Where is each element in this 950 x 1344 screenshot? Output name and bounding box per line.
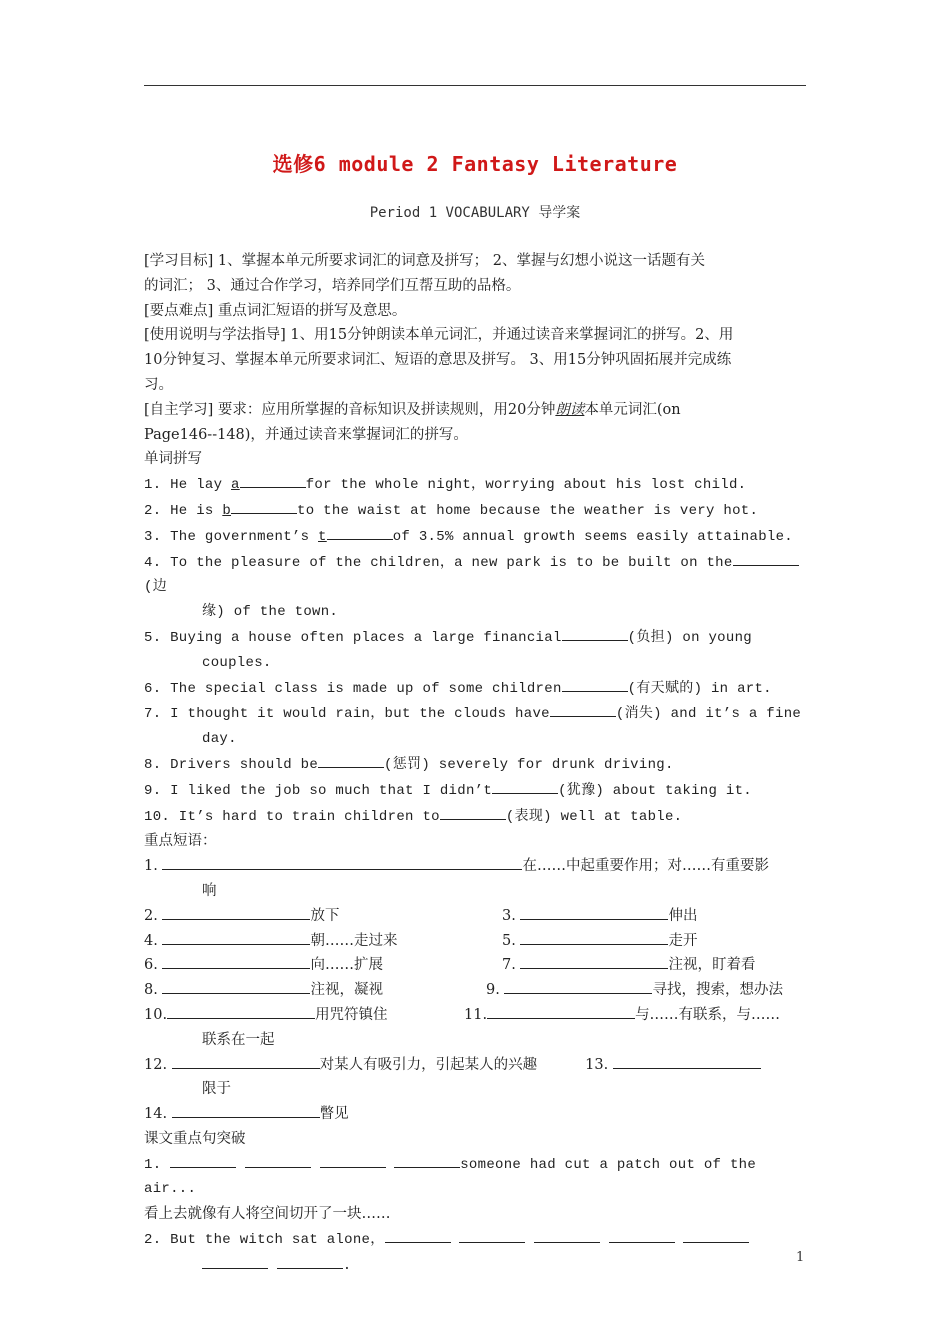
answer-blank[interactable] — [534, 1227, 600, 1243]
spelling-item-9 — [144, 778, 808, 804]
page-subtitle: Period 1 VOCABULARY 导学案 — [369, 205, 581, 221]
hint-letter: t — [318, 528, 327, 545]
phrase-11 — [464, 1003, 808, 1028]
sentence-1-translation: 看上去就像有人将空间切开了一块…… — [144, 1206, 391, 1223]
answer-blank[interactable] — [492, 778, 558, 794]
answer-blank[interactable] — [240, 472, 306, 488]
phrase-1 — [144, 854, 808, 879]
self-study-text-end: 本单元词汇(on — [584, 401, 681, 418]
item-text: of 3.5% annual growth seems easily attainable. — [392, 528, 793, 545]
phrase-number: 5. — [502, 932, 516, 949]
phrase-13-cont: 限于 — [202, 1081, 231, 1098]
answer-blank[interactable] — [609, 1227, 675, 1243]
answer-blank[interactable] — [318, 752, 384, 768]
hint-letter: b — [222, 502, 232, 519]
phrase-meaning: 伸出 — [668, 907, 698, 924]
goals-line-2: 的词汇； 3、通过合作学习，培养同学们互帮互助的品格。 — [144, 277, 521, 294]
answer-blank[interactable] — [162, 929, 310, 945]
self-study-text: [自主学习] 要求：应用所掌握的音标知识及拼读规则，用20分钟 — [144, 401, 556, 418]
answer-blank[interactable] — [202, 1253, 268, 1269]
phrase-3 — [502, 904, 808, 929]
item-text: 4. To the pleasure of the children，a new park is to be built on the — [144, 554, 733, 571]
item-text: (消失) and it’s a fine — [615, 706, 802, 723]
phrase-meaning: 用咒符镇住 — [315, 1006, 388, 1023]
item-text: 6. The special class is made up of some children — [144, 680, 562, 697]
phrase-meaning: 在……中起重要作用；对……有重要影 — [522, 858, 769, 875]
answer-blank[interactable] — [162, 953, 310, 969]
sentence-number: 1. — [144, 1156, 162, 1173]
phrase-4 — [144, 929, 502, 954]
sentence-2-cont — [144, 1253, 808, 1279]
phrase-row-6-7 — [144, 953, 808, 978]
answer-blank[interactable] — [162, 854, 522, 870]
spelling-item-10 — [144, 804, 808, 830]
phrase-number: 9. — [486, 982, 500, 999]
spelling-item-6 — [144, 676, 808, 702]
item-text: 8. Drivers should be — [144, 756, 319, 773]
answer-blank[interactable] — [520, 953, 668, 969]
spelling-item-5 — [144, 625, 808, 651]
answer-blank[interactable] — [172, 1053, 320, 1069]
answer-blank[interactable] — [733, 550, 799, 566]
answer-blank[interactable] — [520, 904, 668, 920]
phrase-number: 13. — [585, 1056, 609, 1073]
phrase-meaning: 放下 — [310, 907, 340, 924]
item-text: (表现) well at table. — [505, 808, 683, 825]
answer-blank[interactable] — [459, 1227, 525, 1243]
phrase-meaning: 朝……走过来 — [310, 932, 398, 949]
phrase-meaning: 走开 — [668, 932, 698, 949]
self-study-line-1 — [144, 398, 808, 423]
phrase-7 — [502, 953, 808, 978]
answer-blank[interactable] — [162, 904, 310, 920]
phrase-13 — [585, 1053, 761, 1078]
answer-blank[interactable] — [504, 978, 652, 994]
phrase-number: 10. — [144, 1006, 168, 1023]
phrase-meaning: 注视，凝视 — [310, 982, 383, 999]
answer-blank[interactable] — [277, 1253, 343, 1269]
answer-blank[interactable] — [440, 804, 506, 820]
answer-blank[interactable] — [170, 1152, 236, 1168]
sentence-text: someone had cut a patch out of the air... — [144, 1156, 757, 1198]
phrase-row-12-13 — [144, 1053, 808, 1078]
item-text: (犹豫) about taking it. — [558, 782, 752, 799]
answer-blank[interactable] — [683, 1227, 749, 1243]
phrase-number: 7. — [502, 957, 516, 974]
sentence-end: . — [342, 1257, 352, 1274]
item-text: 7. I thought it would rain，but the clouds have — [144, 706, 550, 723]
phrase-meaning: 对某人有吸引力，引起某人的兴趣 — [319, 1056, 538, 1073]
answer-blank[interactable] — [520, 929, 668, 945]
answer-blank[interactable] — [327, 524, 393, 540]
spelling-item-7 — [144, 701, 808, 727]
answer-blank[interactable] — [167, 1003, 315, 1019]
answer-blank[interactable] — [613, 1053, 761, 1069]
item-text: 1. He lay — [144, 477, 232, 494]
phrase-5 — [502, 929, 808, 954]
phrase-meaning: 注视，盯着看 — [668, 957, 756, 974]
phrase-6 — [144, 953, 502, 978]
item-text: (惩罚) severely for drunk driving. — [384, 756, 674, 773]
key-points: [要点难点] 重点词汇短语的拼写及意思。 — [144, 302, 407, 319]
phrase-meaning: 向……扩展 — [310, 957, 383, 974]
item-text: (负担) on young — [627, 629, 752, 646]
answer-blank[interactable] — [320, 1152, 386, 1168]
item-text: 10. It’s hard to train children to — [144, 808, 440, 825]
answer-blank[interactable] — [562, 625, 628, 641]
phrase-meaning: 瞥见 — [319, 1106, 349, 1123]
phrase-1-cont: 响 — [202, 882, 217, 899]
sentence-text: 2. But the witch sat alone， — [144, 1232, 385, 1249]
spelling-item-8 — [144, 752, 808, 778]
item-text: (有天赋的) in art. — [627, 680, 772, 697]
phrase-row-8-9 — [144, 978, 808, 1003]
spelling-item-4-cont: 缘) of the town. — [202, 604, 339, 621]
answer-blank[interactable] — [550, 701, 616, 717]
spelling-item-5-cont: couples. — [202, 654, 272, 671]
phrase-number: 3. — [502, 907, 516, 924]
usage-line-3: 习。 — [144, 376, 173, 393]
phrase-number: 1. — [144, 858, 158, 875]
phrase-row-4-5 — [144, 929, 808, 954]
self-study-line-2: Page146--148)，并通过读音来掌握词汇的拼写。 — [144, 426, 468, 443]
item-text: 5. Buying a house often places a large financial — [144, 629, 562, 646]
phrase-14 — [144, 1102, 808, 1127]
answer-blank[interactable] — [562, 676, 628, 692]
goals-line-1: [学习目标] 1、掌握本单元所要求词汇的词意及拼写； 2、掌握与幻想小说这一话题有关 — [144, 253, 705, 269]
document-body — [144, 249, 808, 1279]
phrase-number: 8. — [144, 982, 158, 999]
spelling-heading: 单词拼写 — [144, 451, 202, 468]
answer-blank[interactable] — [172, 1102, 320, 1118]
phrase-number: 11. — [464, 1006, 488, 1023]
phrase-9 — [486, 978, 808, 1003]
page-title: 选修6 module 2 Fantasy Literature — [272, 152, 678, 176]
spelling-item-3 — [144, 524, 808, 550]
phrase-meaning: 寻找，搜索，想办法 — [652, 982, 783, 999]
item-text: (边 — [144, 579, 168, 596]
spelling-item-4 — [144, 550, 808, 601]
item-text: for the whole night，worrying about his lost child. — [305, 477, 747, 494]
spelling-item-2 — [144, 498, 808, 524]
item-text: 9. I liked the job so much that I didn’t — [144, 782, 493, 799]
sentence-1 — [144, 1152, 808, 1203]
answer-blank[interactable] — [394, 1152, 460, 1168]
answer-blank[interactable] — [487, 1003, 635, 1019]
item-text: 2. He is — [144, 502, 223, 519]
phrase-number: 4. — [144, 932, 158, 949]
page-number: 1 — [796, 1250, 805, 1265]
phrase-number: 2. — [144, 907, 158, 924]
spelling-item-7-cont: day. — [202, 731, 237, 748]
sentences-heading: 课文重点句突破 — [144, 1130, 246, 1147]
spelling-item-1 — [144, 472, 808, 498]
phrase-number: 6. — [144, 957, 158, 974]
phrase-row-2-3 — [144, 904, 808, 929]
phrases-heading: 重点短语： — [144, 833, 217, 850]
phrase-11-cont: 联系在一起 — [202, 1031, 275, 1048]
answer-blank[interactable] — [385, 1227, 451, 1243]
usage-line-1: [使用说明与学法指导] 1、用15分钟朗读本单元词汇，并通过读音来掌握词汇的拼写。2、用 — [144, 327, 734, 344]
usage-line-2: 10分钟复习、掌握本单元所要求词汇、短语的意思及拼写。 3、用15分钟巩固拓展并完成练 — [144, 352, 732, 369]
read-aloud-emphasis: 朗读 — [555, 401, 585, 418]
phrase-number: 12. — [144, 1056, 168, 1073]
phrase-2 — [144, 904, 502, 929]
phrase-row-10-11 — [144, 1003, 808, 1028]
phrase-meaning: 与……有联系，与…… — [635, 1006, 781, 1023]
answer-blank[interactable] — [231, 498, 297, 514]
answer-blank[interactable] — [162, 978, 310, 994]
phrase-8 — [144, 978, 486, 1003]
item-text: to the waist at home because the weather is very hot. — [297, 502, 759, 519]
answer-blank[interactable] — [245, 1152, 311, 1168]
sentence-2 — [144, 1227, 808, 1253]
header-rule — [144, 85, 806, 86]
item-text: 3. The government’s — [144, 528, 319, 545]
phrase-number: 14. — [144, 1106, 168, 1123]
hint-letter: a — [231, 477, 240, 494]
phrase-10 — [144, 1003, 464, 1028]
